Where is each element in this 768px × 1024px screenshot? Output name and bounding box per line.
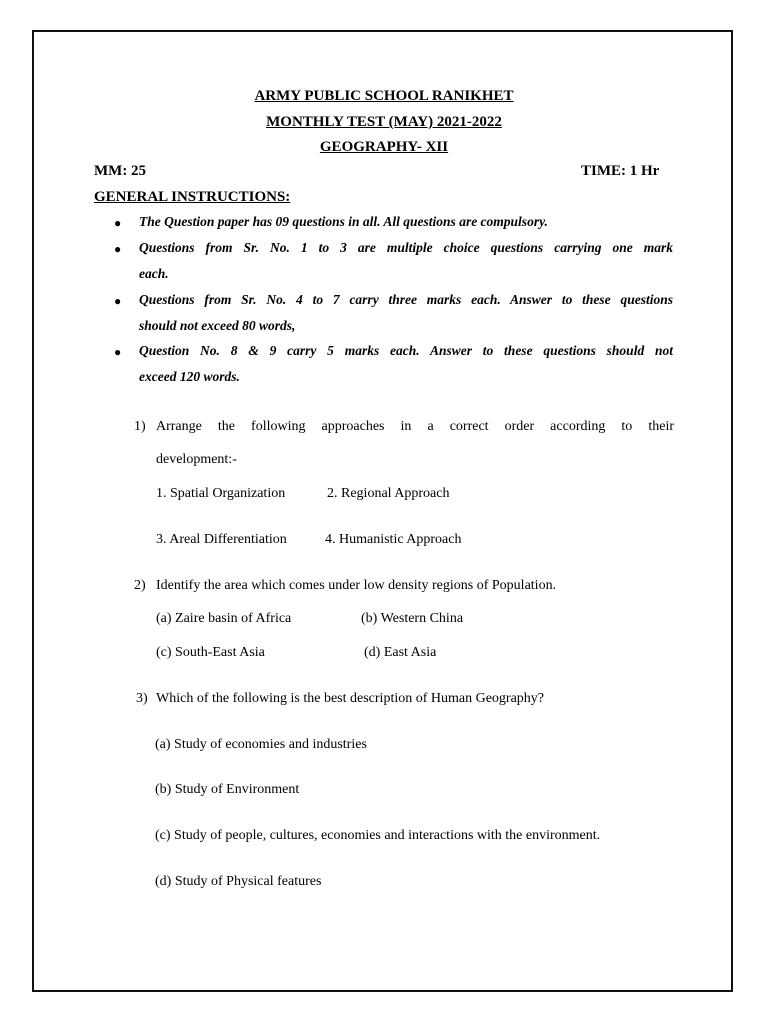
option-b: (b) Study of Environment [155, 782, 300, 797]
option-d: (d) East Asia [364, 645, 437, 660]
instruction-4-line-2: exceed 120 words. [139, 369, 240, 384]
subject-title: GEOGRAPHY- XII [319, 139, 449, 155]
test-title: MONTHLY TEST (MAY) 2021-2022 [266, 114, 502, 130]
option-b: (b) Western China [361, 611, 464, 626]
option-3: 3. Areal Differentiation [156, 532, 287, 547]
question-number: 2) [134, 578, 146, 593]
option-2: 2. Regional Approach [327, 486, 450, 501]
option-d: (d) Study of Physical features [155, 874, 322, 889]
bullet-icon: ● [114, 216, 122, 230]
instruction-1: The Question paper has 09 questions in all. All questions are compulsory. [139, 214, 548, 229]
question-1-text-continued: development:- [156, 452, 237, 467]
option-4: 4. Humanistic Approach [325, 532, 462, 547]
instruction-2-line-1: Questions from Sr. No. 1 to 3 are multiple choice questions carrying one mark [139, 240, 673, 255]
question-1-text: Arrange the following approaches in a correct order according to their [156, 419, 674, 434]
option-1: 1. Spatial Organization [156, 486, 286, 501]
instruction-3-line-2: should not exceed 80 words, [139, 318, 296, 333]
instruction-4-line-1: Question No. 8 & 9 carry 5 marks each. Answer to these questions should not [139, 343, 673, 358]
time-allowed: TIME: 1 Hr [581, 163, 660, 179]
bullet-icon: ● [114, 345, 122, 359]
question-2-text: Identify the area which comes under low density regions of Population. [156, 578, 557, 593]
question-number: 3) [136, 691, 148, 706]
school-name: ARMY PUBLIC SCHOOL RANIKHET [254, 88, 514, 104]
instruction-3-line-1: Questions from Sr. No. 4 to 7 carry three marks each. Answer to these questions [139, 292, 673, 307]
option-a: (a) Zaire basin of Africa [156, 611, 292, 626]
question-3-text: Which of the following is the best description of Human Geography? [156, 691, 545, 706]
instructions-title: GENERAL INSTRUCTIONS: [94, 189, 291, 205]
option-a: (a) Study of economies and industries [155, 737, 367, 752]
option-c: (c) South-East Asia [156, 645, 265, 660]
bullet-icon: ● [114, 242, 122, 256]
instruction-2-line-2: each. [139, 266, 169, 281]
option-c: (c) Study of people, cultures, economies and interactions with the environment. [155, 828, 601, 843]
bullet-icon: ● [114, 294, 122, 308]
question-number: 1) [134, 419, 146, 434]
max-marks: MM: 25 [94, 163, 147, 179]
